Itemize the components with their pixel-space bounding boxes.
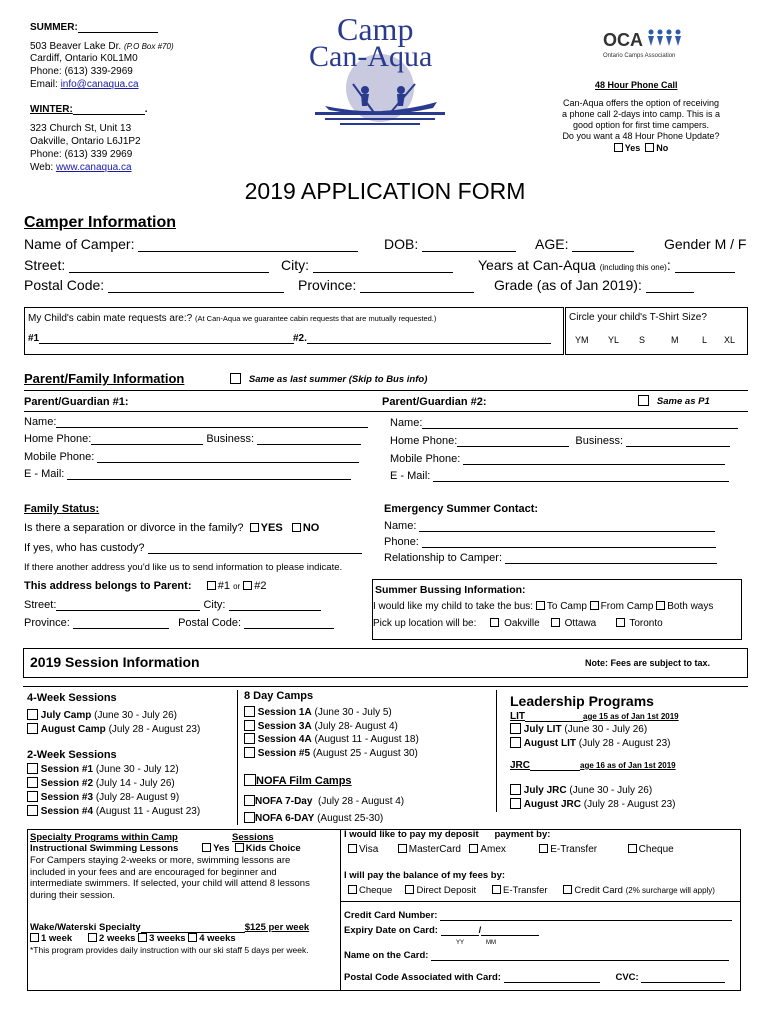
july-lit-option: July LIT (June 30 - July 26) — [510, 723, 647, 735]
wake-note: *This program provides daily instruction with our ski staff 5 days per week. — [30, 945, 309, 955]
camper-dob-field[interactable] — [422, 251, 516, 252]
balance-options: Cheque Direct Deposit E-Transfer Credit Card (2% surcharge will apply) — [348, 885, 715, 896]
winter-address-1: 323 Church St, Unit 13 — [30, 123, 132, 134]
jrc-heading: JRC age 16 as of Jan 1st 2019 — [510, 760, 676, 771]
same-last-summer-checkbox[interactable] — [230, 373, 241, 384]
card-name-row: Name on the Card: — [344, 950, 729, 961]
emergency-name-field[interactable] — [419, 531, 715, 532]
aug-lit-option: August LIT (July 28 - August 23) — [510, 737, 671, 749]
phonecall-text-4: Do you want a 48 Hour Phone Update? — [562, 131, 720, 141]
kids-choice-checkbox[interactable] — [235, 843, 244, 852]
balance-heading: I will pay the balance of my fees by: — [344, 870, 506, 881]
oca-logo — [603, 28, 682, 59]
deposit-mastercard-checkbox[interactable] — [398, 844, 407, 853]
p2-mobile-row: Mobile Phone: — [390, 453, 725, 465]
card-name-field[interactable] — [431, 960, 729, 961]
tshirt-size-xl[interactable]: XL — [724, 335, 736, 345]
balance-cheque-checkbox[interactable] — [348, 885, 357, 894]
address-belongs: This address belongs to Parent: #1 or #2 — [24, 580, 267, 592]
tshirt-size-s[interactable]: S — [639, 335, 646, 345]
summer-address-1: 503 Beaver Lake Dr. (P.O Box #70) — [30, 41, 174, 52]
expiry-mm-label: MM — [486, 940, 496, 946]
winter-web-link[interactable]: www.canaqua.ca — [55, 162, 132, 173]
july-camp-option: July Camp (June 30 - July 26) — [27, 709, 177, 721]
camper-age-label: AGE: — [535, 236, 569, 252]
wake-heading: Wake/Waterski Specialty $125 per week — [30, 922, 310, 933]
session-1a-option: Session 1A (June 30 - July 5) — [244, 706, 392, 718]
alt-postal-field[interactable] — [244, 628, 334, 629]
p2-email-row: E - Mail: — [390, 470, 729, 482]
session-heading: 2019 Session Information — [30, 654, 200, 670]
session-1-option: Session #1 (June 30 - July 12) — [27, 763, 179, 775]
cabin-request-1-field[interactable] — [39, 343, 294, 344]
expiry-yy-field[interactable] — [481, 935, 539, 936]
session-1a-checkbox[interactable] — [244, 706, 255, 717]
aug-jrc-checkbox[interactable] — [510, 798, 521, 809]
card-postal-field[interactable] — [504, 982, 600, 983]
emergency-heading: Emergency Summer Contact: — [384, 503, 539, 515]
summer-email-link[interactable]: info@canaqua.ca — [60, 79, 139, 90]
bus-heading: Summer Bussing Information: — [375, 584, 526, 596]
july-jrc-option: July JRC (June 30 - July 26) — [510, 784, 652, 796]
p2-name-field[interactable] — [422, 428, 738, 429]
camper-province-field[interactable] — [360, 292, 474, 293]
balance-cc-checkbox[interactable] — [563, 885, 572, 894]
camper-gender[interactable]: Gender M / F — [664, 236, 747, 252]
emergency-phone-field[interactable] — [422, 547, 716, 548]
session-3a-checkbox[interactable] — [244, 720, 255, 731]
camper-years-note: (including this one) — [599, 263, 667, 272]
bus-from-camp-checkbox[interactable] — [590, 601, 599, 610]
logo-text-camp: Camp — [337, 11, 414, 47]
belongs-p2-checkbox[interactable] — [243, 581, 252, 590]
camper-street-row — [24, 257, 269, 273]
payment-divider — [340, 901, 741, 902]
phonecall-heading: 48 Hour Phone Call — [595, 80, 678, 90]
aug-lit-checkbox[interactable] — [510, 737, 521, 748]
p1-email-row: E - Mail: — [24, 468, 351, 480]
alt-street-field[interactable] — [56, 610, 200, 611]
p2-home-field[interactable] — [457, 446, 569, 447]
camper-grade-field[interactable] — [646, 292, 694, 293]
deposit-visa-checkbox[interactable] — [348, 844, 357, 853]
bus-direction-row: I would like my child to take the bus: To Camp From Camp Both ways — [373, 601, 714, 612]
expiry-yy-label: YY — [456, 940, 465, 946]
bus-pickup-row: Pick up location will be: Oakville Ottawa Toronto — [373, 618, 663, 629]
parent2-heading: Parent/Guardian #2: — [382, 396, 487, 408]
swim-description-4: during their session. — [30, 889, 116, 901]
nofa-6day-option: NOFA 6-DAY (August 25-30) — [244, 812, 383, 824]
winter-address-2: Oakville, Ontario L6J1P2 — [30, 136, 141, 147]
camper-age-field[interactable] — [572, 251, 634, 252]
wake-1week-checkbox[interactable] — [30, 933, 39, 942]
session-5-option: Session #5 (August 25 - August 30) — [244, 747, 418, 759]
summer-phone: Phone: (613) 339-2969 — [30, 66, 133, 77]
lit-heading: LIT age 15 as of Jan 1st 2019 — [510, 711, 679, 722]
p1-name-row: Name: — [24, 416, 368, 428]
custody-field[interactable] — [148, 553, 362, 554]
swim-yes-checkbox[interactable] — [202, 843, 211, 852]
card-postal-row: Postal Code Associated with Card: CVC: — [344, 972, 725, 983]
deposit-etransfer-checkbox[interactable] — [539, 844, 548, 853]
wake-4weeks-checkbox[interactable] — [188, 933, 197, 942]
tshirt-size-m[interactable]: M — [671, 335, 679, 345]
nofa-7day-checkbox[interactable] — [244, 795, 255, 806]
camper-dob-row — [384, 236, 516, 252]
balance-etransfer-checkbox[interactable] — [492, 885, 501, 894]
session-divider — [23, 686, 748, 687]
oca-figures-icon — [646, 28, 682, 48]
camper-postal-row — [24, 277, 284, 293]
session-col-divider-2 — [496, 690, 497, 812]
emergency-relationship-row: Relationship to Camper: — [384, 552, 717, 564]
winter-web: Web: www.canaqua.ca — [30, 162, 132, 173]
camper-age-row — [535, 236, 634, 252]
card-cvc-field[interactable] — [641, 982, 725, 983]
parent-divider — [24, 390, 748, 391]
pickup-ottawa-checkbox[interactable] — [551, 618, 560, 627]
same-as-p1 — [638, 395, 710, 407]
tshirt-size-l[interactable]: L — [702, 335, 708, 345]
phonecall-text-2: a phone call 2-days into camp. This is a — [562, 109, 720, 119]
wake-weeks-row: 1 week 2 weeks 3 weeks 4 weeks — [30, 933, 236, 944]
session-col-divider-1 — [237, 690, 238, 825]
logo-text-can-aqua: Can-Aqua — [309, 40, 433, 73]
phonecall-text-1: Can-Aqua offers the option of receiving — [563, 98, 719, 108]
cc-number-field[interactable] — [440, 920, 732, 921]
alt-city-field[interactable] — [229, 610, 321, 611]
parent-divider-2 — [24, 411, 748, 412]
same-as-p1-checkbox[interactable] — [638, 395, 649, 406]
family-q1: Is there a separation or divorce in the family? YES NO — [24, 522, 320, 534]
camper-years-field[interactable] — [675, 272, 735, 273]
swim-row: Instructional Swimming Lessons Yes Kids Choice — [30, 843, 301, 854]
p1-email-field[interactable] — [67, 479, 351, 480]
session-2-option: Session #2 (July 14 - July 26) — [27, 777, 175, 789]
july-lit-checkbox[interactable] — [510, 723, 521, 734]
nofa-checkbox[interactable] — [244, 774, 256, 786]
p1-mobile-field[interactable] — [97, 462, 359, 463]
emergency-phone-row: Phone: — [384, 536, 716, 548]
same-last-summer-label: Same as last summer (Skip to Bus info) — [248, 374, 428, 385]
parent1-heading: Parent/Guardian #1: — [24, 396, 129, 408]
swim-description-1: For Campers staying 2-weeks or more, swimming lessons are — [30, 855, 291, 866]
session-3-checkbox[interactable] — [27, 791, 38, 802]
p1-mobile-row: Mobile Phone: — [24, 451, 359, 463]
p1-name-field[interactable] — [56, 427, 368, 428]
emergency-relationship-field[interactable] — [505, 563, 717, 564]
alt-street-row: Street: City: — [24, 599, 321, 611]
camper-years-label: Years at Can-Aqua — [478, 257, 596, 273]
belongs-p1-checkbox[interactable] — [207, 581, 216, 590]
cabin-request-2: #2. — [293, 333, 551, 344]
nofa-7day-option: NOFA 7-Day (July 28 - August 4) — [244, 795, 404, 807]
july-jrc-checkbox[interactable] — [510, 784, 521, 795]
expiry-row: Expiry Date on Card: / — [344, 925, 539, 936]
alt-province-field[interactable] — [73, 628, 169, 629]
family-q3: If there another address you'd like us to send information to please indicate. — [24, 562, 343, 573]
camper-grade-label: Grade (as of Jan 2019): — [494, 277, 642, 293]
session-5-checkbox[interactable] — [244, 747, 255, 758]
four-week-heading: 4-Week Sessions — [27, 692, 117, 704]
p1-business-field[interactable] — [257, 444, 361, 445]
camp-can-aqua-logo — [305, 11, 455, 134]
pickup-toronto-checkbox[interactable] — [616, 618, 625, 627]
deposit-heading: I would like to pay my deposit payment by: — [344, 829, 551, 840]
camper-postal-label: Postal Code: — [24, 277, 105, 293]
specialty-sessions-label: Sessions — [232, 832, 274, 843]
p2-phone-row: Home Phone: Business: — [390, 435, 730, 447]
eight-day-heading: 8 Day Camps — [244, 690, 314, 702]
pickup-oakville-checkbox[interactable] — [490, 618, 499, 627]
camper-postal-field[interactable] — [108, 292, 284, 293]
camper-name-row — [24, 236, 358, 252]
deposit-cheque-checkbox[interactable] — [628, 844, 637, 853]
page-title: 2019 APPLICATION FORM — [244, 178, 526, 204]
deposit-options: Visa MasterCard Amex E-Transfer Cheque — [348, 844, 674, 855]
cabin-request-label: My Child's cabin mate requests are:? (At Can-Aqua we guarantee cabin requests that are mutually requested.) — [28, 313, 437, 324]
session-4-option: Session #4 (August 11 - August 23) — [27, 805, 200, 817]
camper-street-label: Street: — [24, 257, 66, 273]
session-1-checkbox[interactable] — [27, 763, 38, 774]
same-as-p1-label: Same as P1 — [656, 396, 710, 407]
family-no-checkbox[interactable] — [292, 523, 301, 532]
session-4a-option: Session 4A (August 11 - August 18) — [244, 733, 419, 745]
parent-heading: Parent/Family Information — [24, 371, 185, 386]
bus-both-ways-checkbox[interactable] — [656, 601, 665, 610]
family-yes-checkbox[interactable] — [250, 523, 259, 532]
nofa-heading: NOFA Film Camps — [244, 774, 352, 787]
camper-city-label: City: — [281, 257, 309, 273]
cabin-request-2-field[interactable] — [307, 343, 551, 344]
camper-province-label: Province: — [298, 277, 357, 293]
expiry-mm-field[interactable] — [441, 935, 479, 936]
cabin-request-1: #1 — [28, 333, 294, 344]
session-4a-checkbox[interactable] — [244, 733, 255, 744]
phonecall-text — [548, 98, 734, 154]
session-4-checkbox[interactable] — [27, 805, 38, 816]
wake-2weeks-checkbox[interactable] — [88, 933, 97, 942]
camper-street-field[interactable] — [69, 272, 269, 273]
summer-heading: SUMMER: — [30, 22, 158, 33]
balance-direct-checkbox[interactable] — [405, 885, 414, 894]
wake-3weeks-checkbox[interactable] — [138, 933, 147, 942]
phonecall-no-label: No — [656, 143, 669, 153]
phonecall-no-checkbox[interactable] — [645, 143, 654, 152]
august-camp-checkbox[interactable] — [27, 723, 38, 734]
p1-phone-row: Home Phone: Business: — [24, 433, 361, 445]
camper-years-row: Years at Can-Aqua (including this one): — [478, 257, 735, 273]
swim-description — [30, 855, 310, 901]
leadership-heading: Leadership Programs — [510, 693, 654, 709]
winter-phone: Phone: (613) 339 2969 — [30, 149, 133, 160]
tshirt-label: Circle your child's T-Shirt Size? — [569, 312, 707, 323]
tshirt-size-yl[interactable]: YL — [608, 335, 620, 345]
camper-name-label: Name of Camper: — [24, 236, 135, 252]
phonecall-yes-checkbox[interactable] — [614, 143, 623, 152]
phonecall-text-3: good option for first time campers. — [572, 120, 710, 130]
phonecall-yes-label: Yes — [624, 143, 641, 153]
nofa-6day-checkbox[interactable] — [244, 812, 255, 823]
fees-note: Note: Fees are subject to tax. — [585, 658, 711, 668]
oca-name: Ontario Camps Association — [603, 53, 676, 59]
family-q2: If yes, who has custody? — [24, 542, 362, 554]
tshirt-size-ym[interactable]: YM — [575, 335, 589, 345]
deposit-amex-checkbox[interactable] — [469, 844, 478, 853]
camper-grade-row — [494, 277, 694, 293]
winter-heading: WINTER: . — [30, 104, 148, 115]
summer-address-2: Cardiff, Ontario K0L1M0 — [30, 53, 138, 64]
specialty-payment-divider — [340, 829, 341, 991]
camper-city-field[interactable] — [313, 272, 453, 273]
cc-number-row: Credit Card Number: — [344, 910, 732, 921]
session-3a-option: Session 3A (July 28- August 4) — [244, 720, 398, 732]
august-camp-option: August Camp (July 28 - August 23) — [27, 723, 200, 735]
p2-mobile-field[interactable] — [463, 464, 725, 465]
swim-description-2: included in your fees and are encouraged for beginner and — [30, 866, 277, 878]
swim-description-3: intermediate swimmers. If selected, your child will attend 8 lessons — [30, 878, 310, 889]
p2-business-field[interactable] — [626, 446, 730, 447]
p2-name-row: Name: — [390, 417, 738, 429]
alt-province-row: Province: Postal Code: — [24, 617, 334, 629]
oca-abbr: OCA — [603, 30, 643, 50]
specialty-heading: Specialty Programs within Camp — [30, 832, 178, 843]
summer-email: Email: info@canaqua.ca — [30, 79, 139, 90]
july-camp-checkbox[interactable] — [27, 709, 38, 720]
aug-jrc-option: August JRC (July 28 - August 23) — [510, 798, 676, 810]
camper-dob-label: DOB: — [384, 236, 419, 252]
session-2-checkbox[interactable] — [27, 777, 38, 788]
same-last-summer — [230, 373, 427, 385]
camper-province-row — [298, 277, 474, 293]
session-3-option: Session #3 (July 28- August 9) — [27, 791, 179, 803]
p1-home-field[interactable] — [91, 444, 203, 445]
camper-name-field[interactable] — [138, 251, 358, 252]
emergency-name-row: Name: — [384, 520, 715, 532]
bus-to-camp-checkbox[interactable] — [536, 601, 545, 610]
camper-city-row — [281, 257, 453, 273]
camper-heading: Camper Information — [24, 214, 177, 231]
p2-email-field[interactable] — [433, 481, 729, 482]
two-week-heading: 2-Week Sessions — [27, 749, 117, 761]
family-heading: Family Status: — [24, 503, 100, 515]
